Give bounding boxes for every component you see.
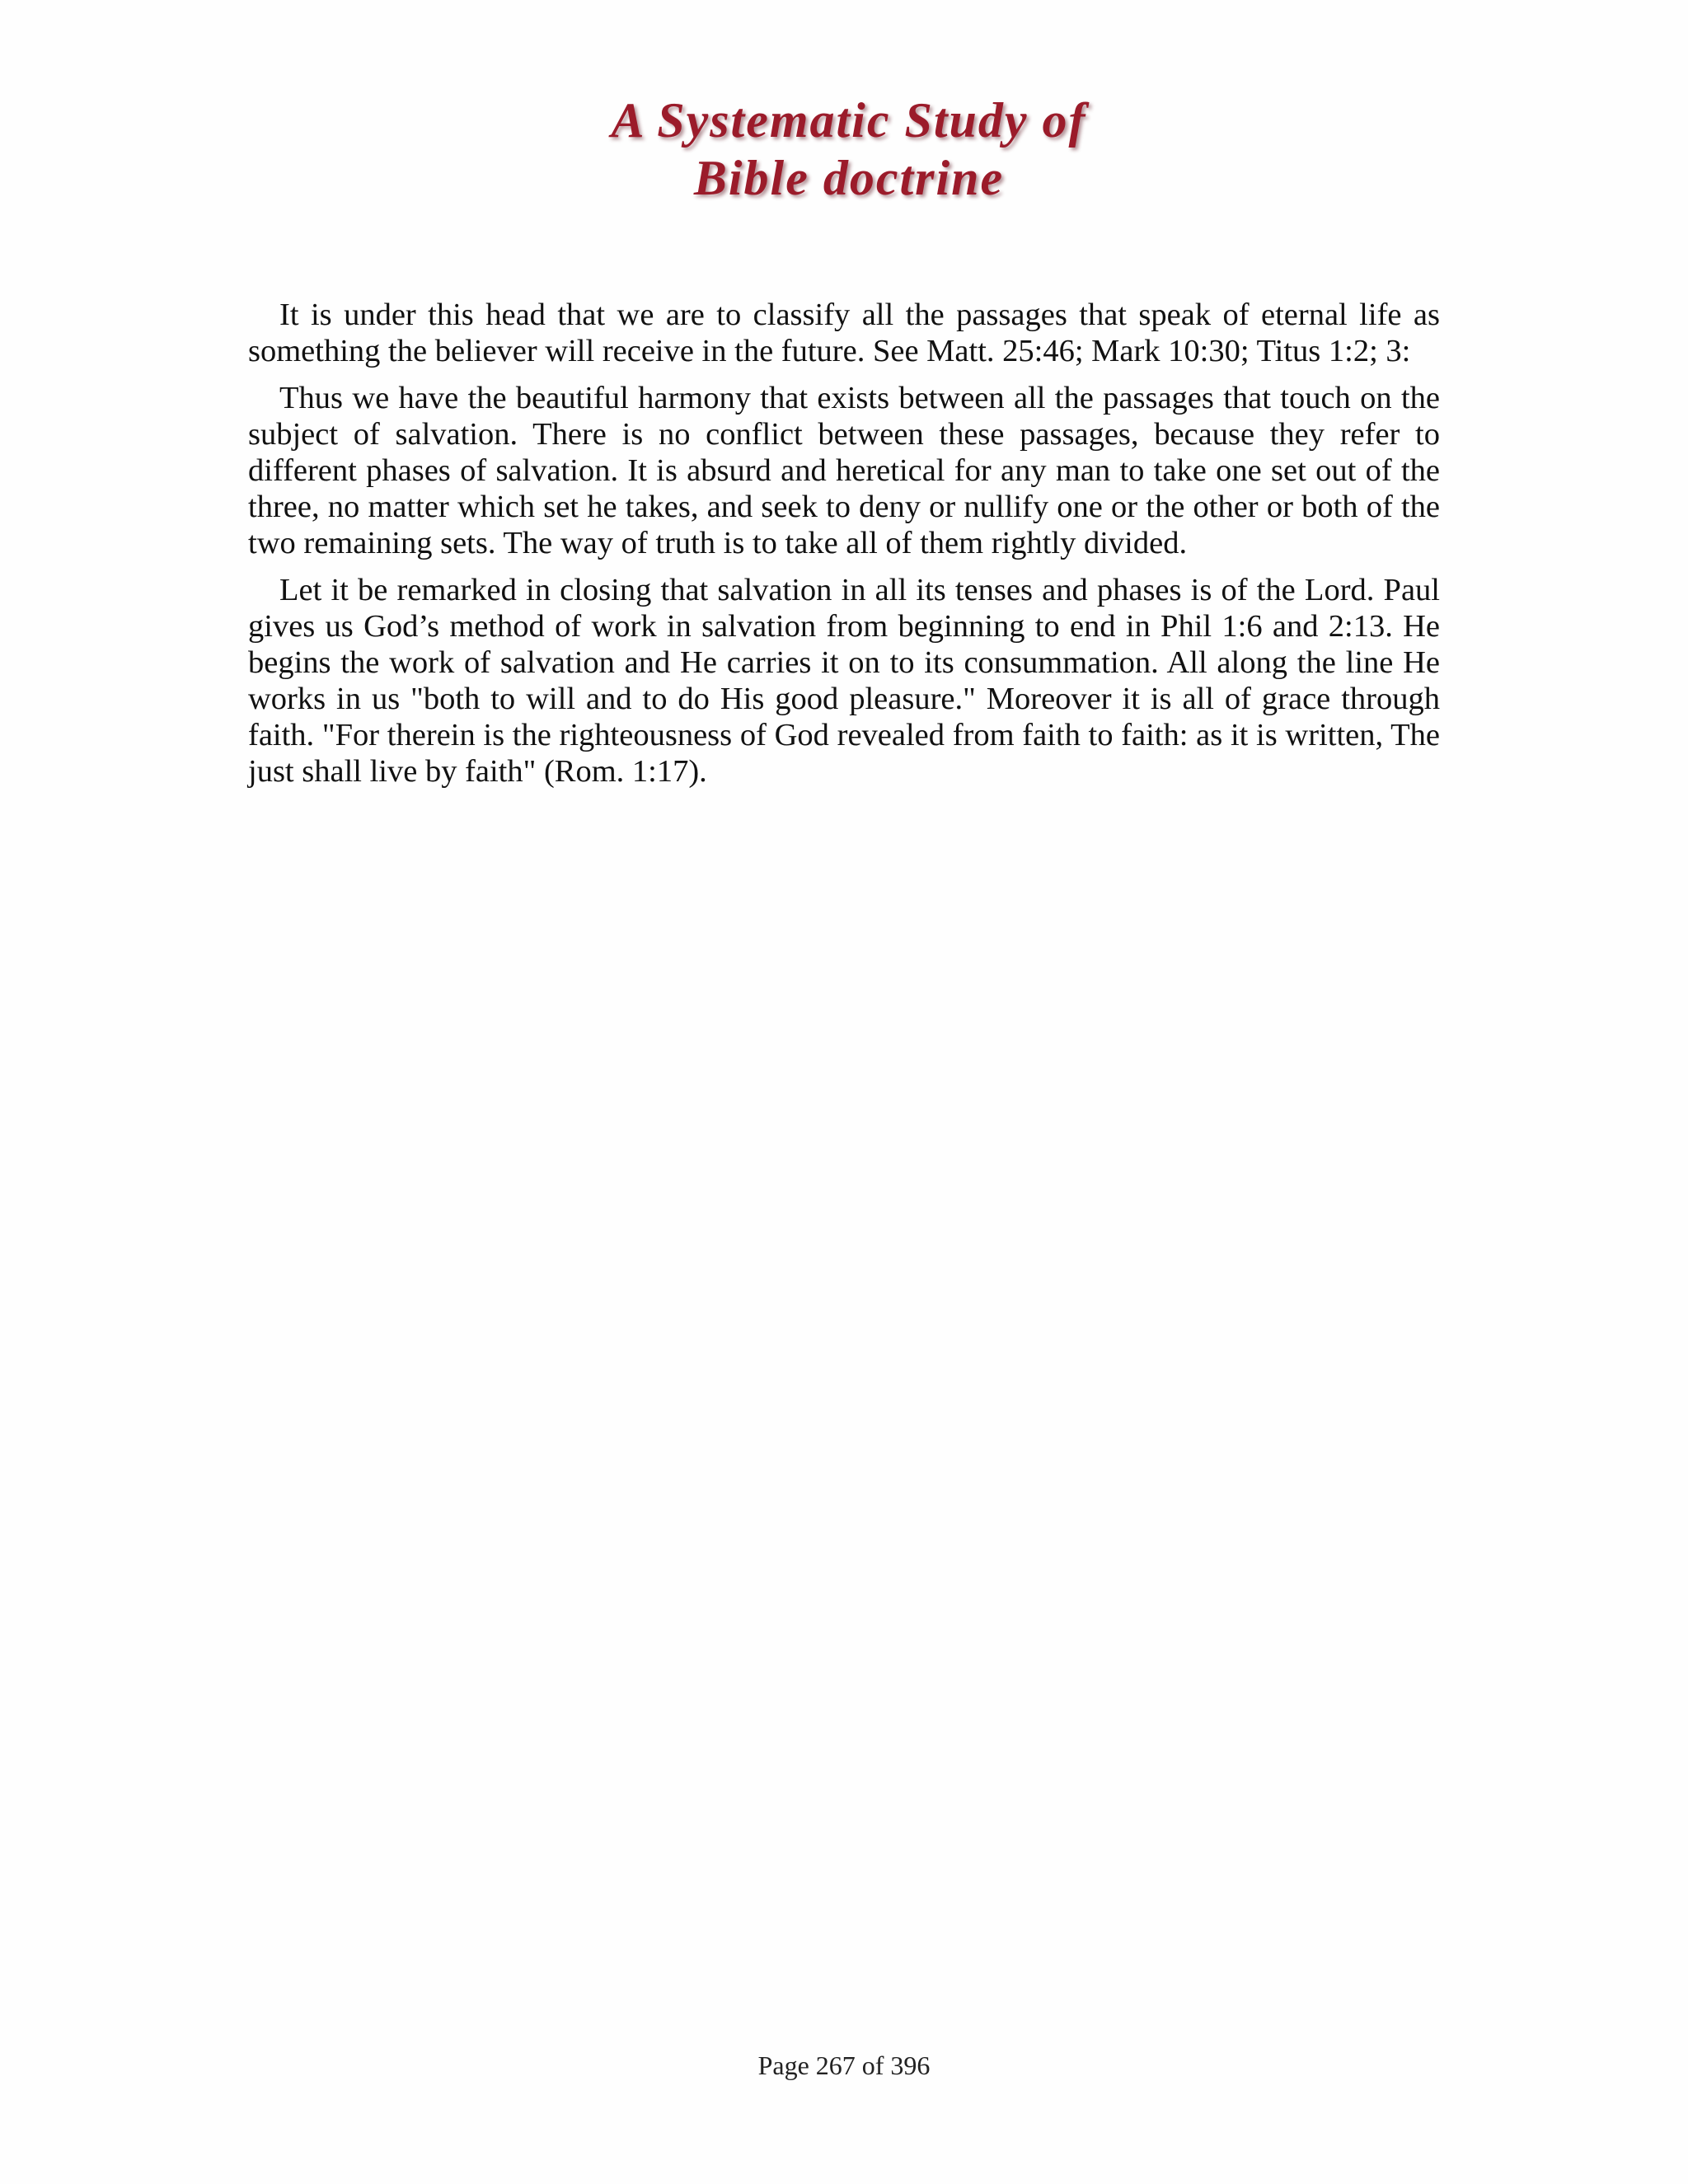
- logo-title-line-1: A Systematic Study of: [611, 93, 1087, 148]
- page-body: [248, 297, 1440, 800]
- book-title-logo: [560, 92, 1137, 216]
- logo-title-line-2: Bible doctrine: [693, 151, 1005, 205]
- paragraph-1: It is under this head that we are to classify all the passages that speak of eternal life as something the believer will receive in the future. See Matt. 25:46; Mark 10:30; Titus 1:2; 3:: [248, 298, 1440, 368]
- paragraph-3: Let it be remarked in closing that salvation in all its tenses and phases is of the Lord. Paul gives us God’s method of work in salvation from beginning to end in Phil 1:6 and 2:13. He begins the work of salvation and He carries it on to its consummation. All along the line He works in us "both to will and to do His good pleasure." Moreover it is all of grace through faith. "For therein is the righteousness of God revealed from faith to faith: as it is written, The just shall live by faith" (Rom. 1:17).: [248, 573, 1440, 789]
- paragraph-2: Thus we have the beautiful harmony that exists between all the passages that touch on the subject of salvation. There is no conflict between these passages, because they refer to different phases of salvation. It is absurd and heretical for any man to take one set out of the three, no matter which set he takes, and seek to deny or nullify one or the other or both of the two remaining sets. The way of truth is to take all of them rightly divided.: [248, 381, 1440, 560]
- page-number: Page 267 of 396: [757, 2050, 931, 2080]
